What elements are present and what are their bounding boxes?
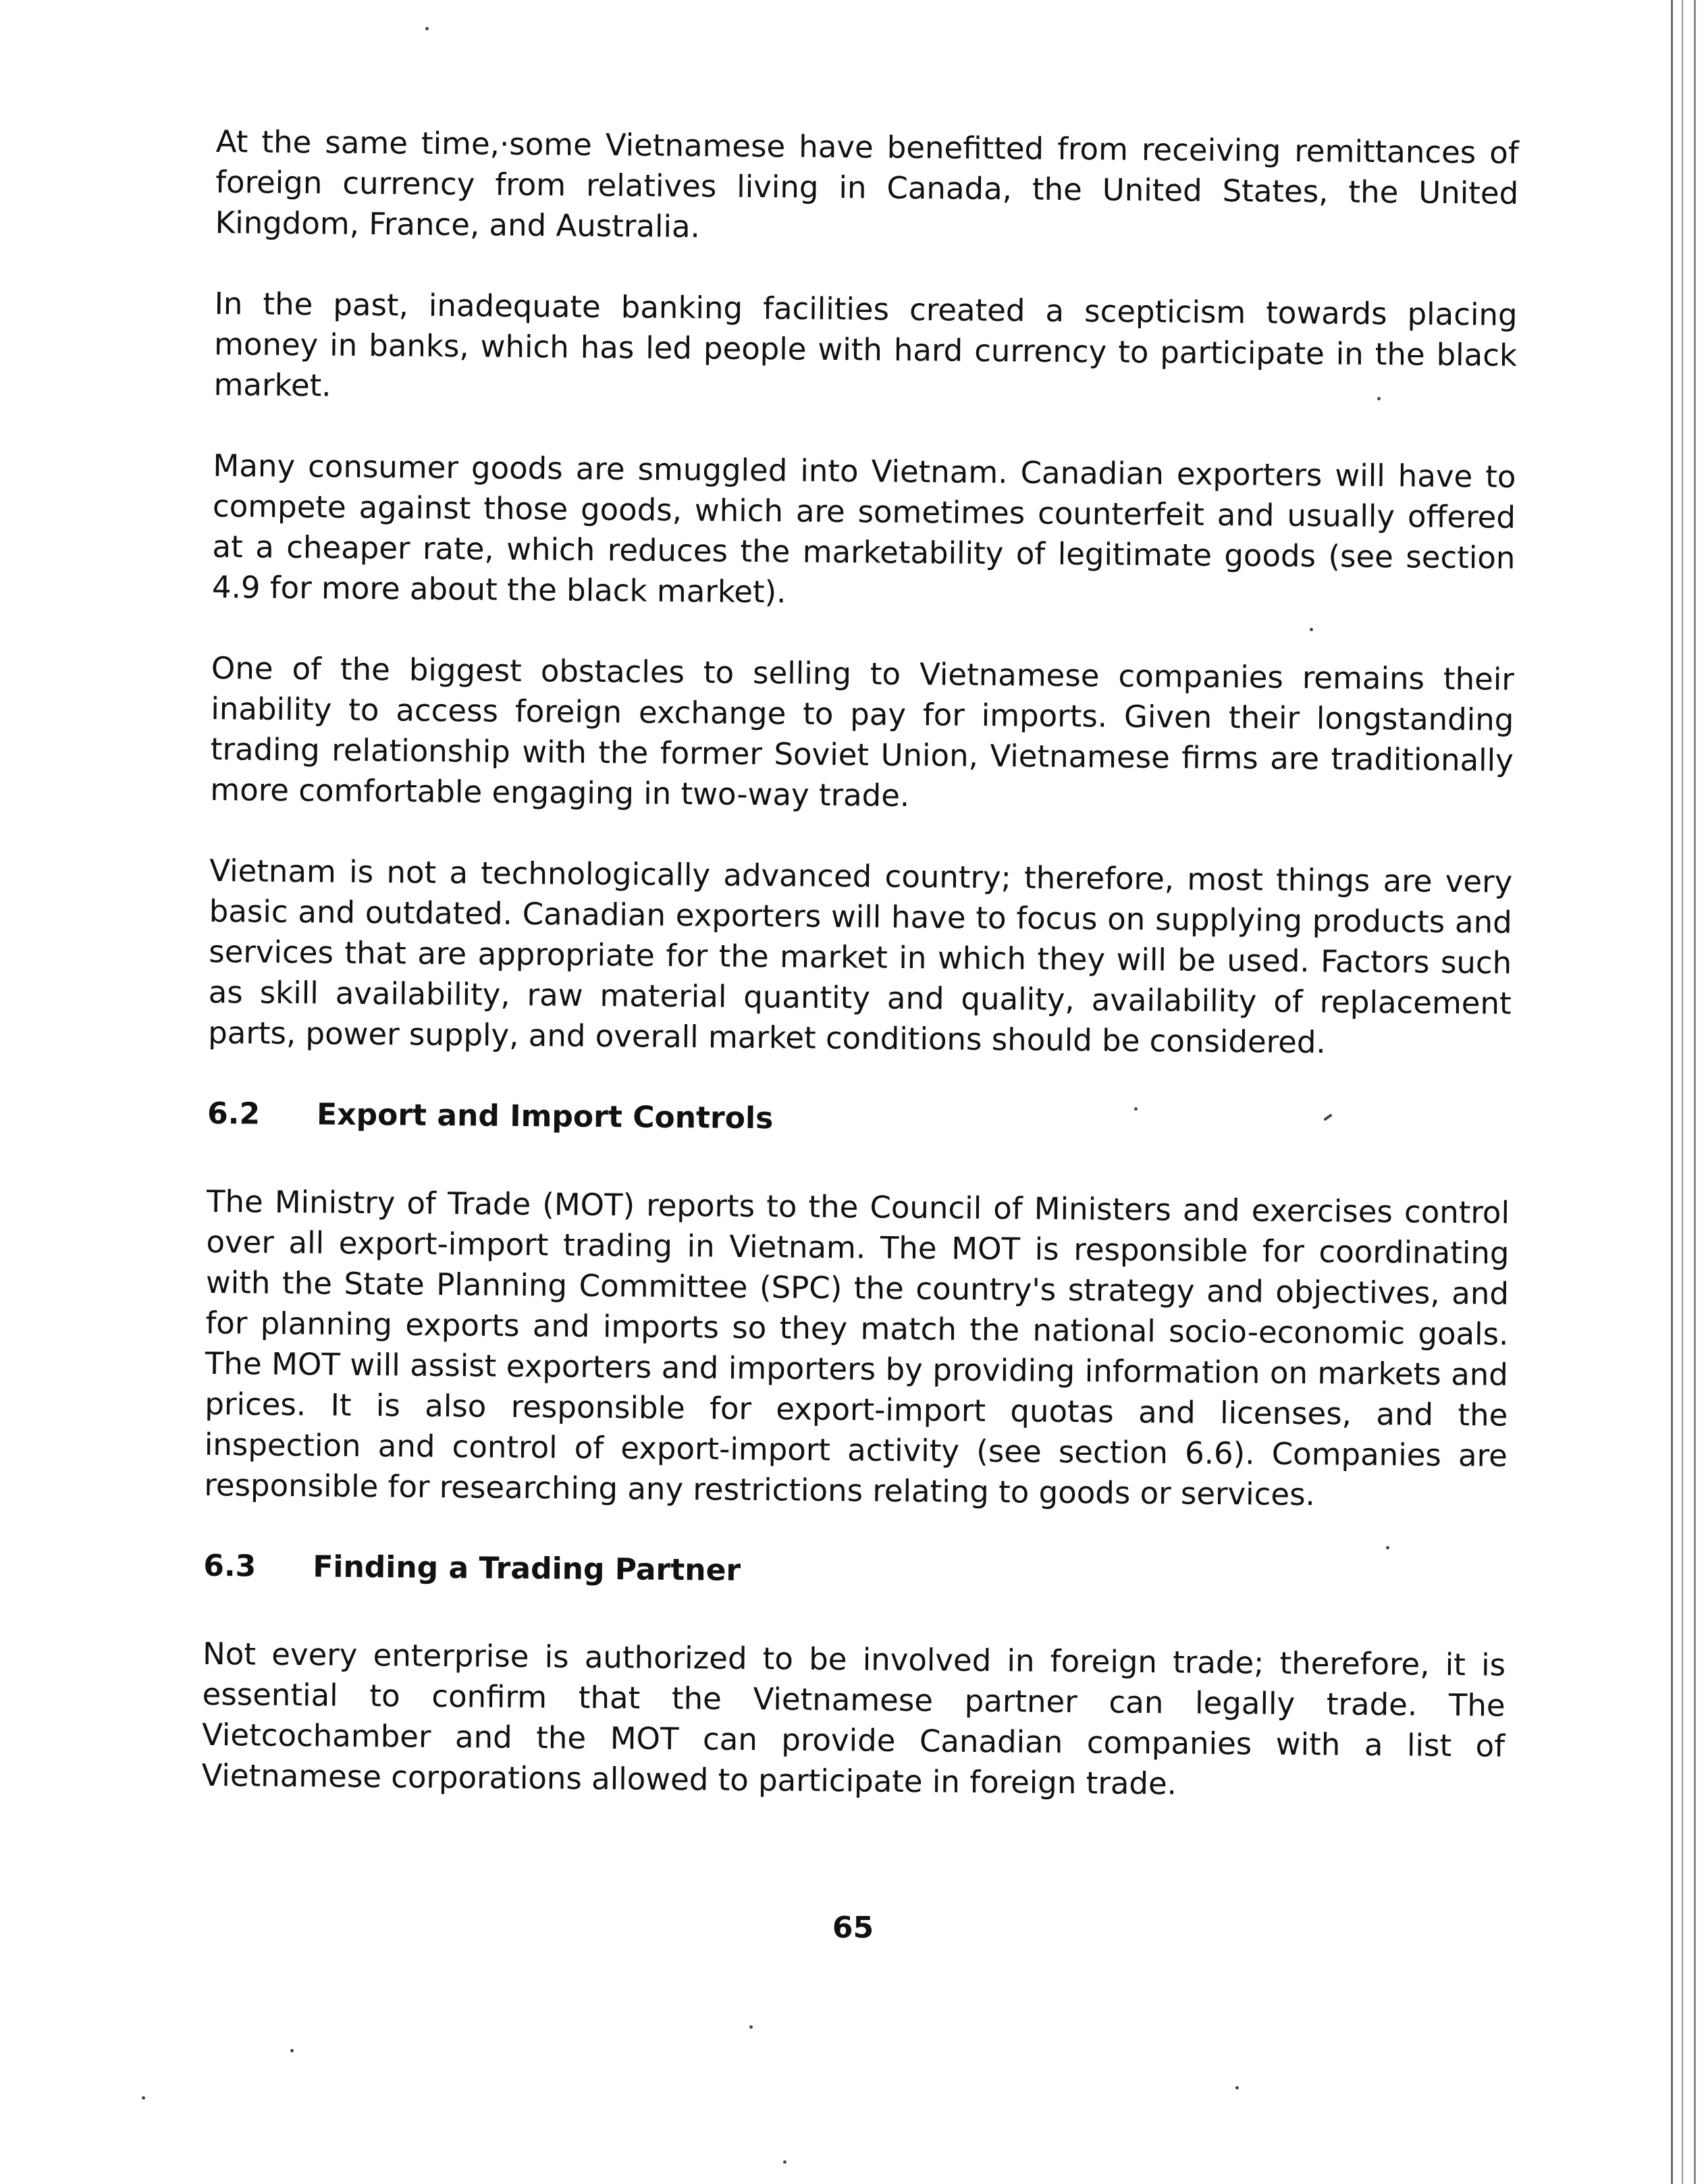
scan-speck	[425, 27, 429, 30]
section-number-6-3: 6.3	[203, 1548, 257, 1584]
scan-speck	[290, 2049, 294, 2052]
section-heading-6-2	[207, 1094, 1510, 1146]
scan-speck	[749, 2025, 753, 2029]
paragraph-remittances: At the same time,·some Vietnamese have benefitted from receiving remittances of foreign currency from relatives living in Canada, the United States, the United Kingdom, France, and Australia.	[215, 123, 1519, 245]
binding-line	[1682, 0, 1683, 2184]
section-heading-6-3	[203, 1546, 1506, 1598]
paragraph-export-import-controls: The Ministry of Trade (MOT) reports to the Council of Ministers and exercises control over all export-import trading in Vietnam. The MOT is responsible for coordinating with the State Planning Committee (SPC) the country's strategy and objectives, and for planning exports and imports so they match the national socio-economic goals. The MOT will assist exporters and importers by providing information on markets and prices. It is also responsible for export-import quotas and licenses, and the inspection and control of export-import activity (see section 6.6). Companies are responsible for researching any restrictions relating to goods or services.	[204, 1183, 1510, 1513]
scan-speck	[1377, 397, 1381, 400]
binding-line	[1671, 0, 1673, 2184]
page-number: 65	[832, 1911, 874, 1945]
page-body	[201, 122, 1519, 1848]
section-title-6-3: Finding a Trading Partner	[313, 1549, 741, 1588]
section-number-6-2: 6.2	[207, 1096, 261, 1131]
scan-speck	[783, 2160, 787, 2164]
scan-speck	[1310, 628, 1313, 631]
paragraph-smuggling: Many consumer goods are smuggled into Vietnam. Canadian exporters will have to compete against those goods, which are sometimes counterfeit and usually offered at a cheaper rate, which reduces the marketability of legitimate goods (see section 4.9 for more about the black market).	[211, 447, 1516, 610]
binding-line	[1694, 0, 1696, 2184]
paragraph-trading-partner: Not every enterprise is authorized to be involved in foreign trade; therefore, it is essential to confirm that the Vietnamese partner can legally trade. The Vietcochamber and the MOT can provide Canadian companies with a list of Vietnamese corporations allowed to participate in foreign trade.	[201, 1635, 1506, 1802]
paragraph-banking: In the past, inadequate banking facilities created a scepticism towards placing money in banks, which has led people with hard currency to participate in the black market.	[213, 285, 1518, 404]
scan-speck	[142, 2096, 145, 2100]
scan-speck	[1386, 1546, 1389, 1549]
paragraph-foreign-exchange: One of the biggest obstacles to selling to Vietnamese companies remains their inability to access foreign exchange to pay for imports. Given their longstanding trading relationship with the former Soviet Union, Vietnamese firms are traditionally more comfortable engaging in two-way trade.	[210, 649, 1515, 814]
paragraph-technology: Vietnam is not a technologically advanced country; therefore, most things are very basic and outdated. Canadian exporters will have to focus on supplying products and services that are appropriate for the market in which they will be used. Factors such as skill availability, raw material quantity and quality, availability of replacement parts, power supply, and overall market conditions should be considered.	[207, 852, 1513, 1061]
scan-speck	[1235, 2086, 1239, 2089]
binding-edge	[1659, 0, 1706, 2184]
scan-speck	[1134, 1107, 1138, 1111]
section-title-6-2: Export and Import Controls	[316, 1097, 774, 1136]
